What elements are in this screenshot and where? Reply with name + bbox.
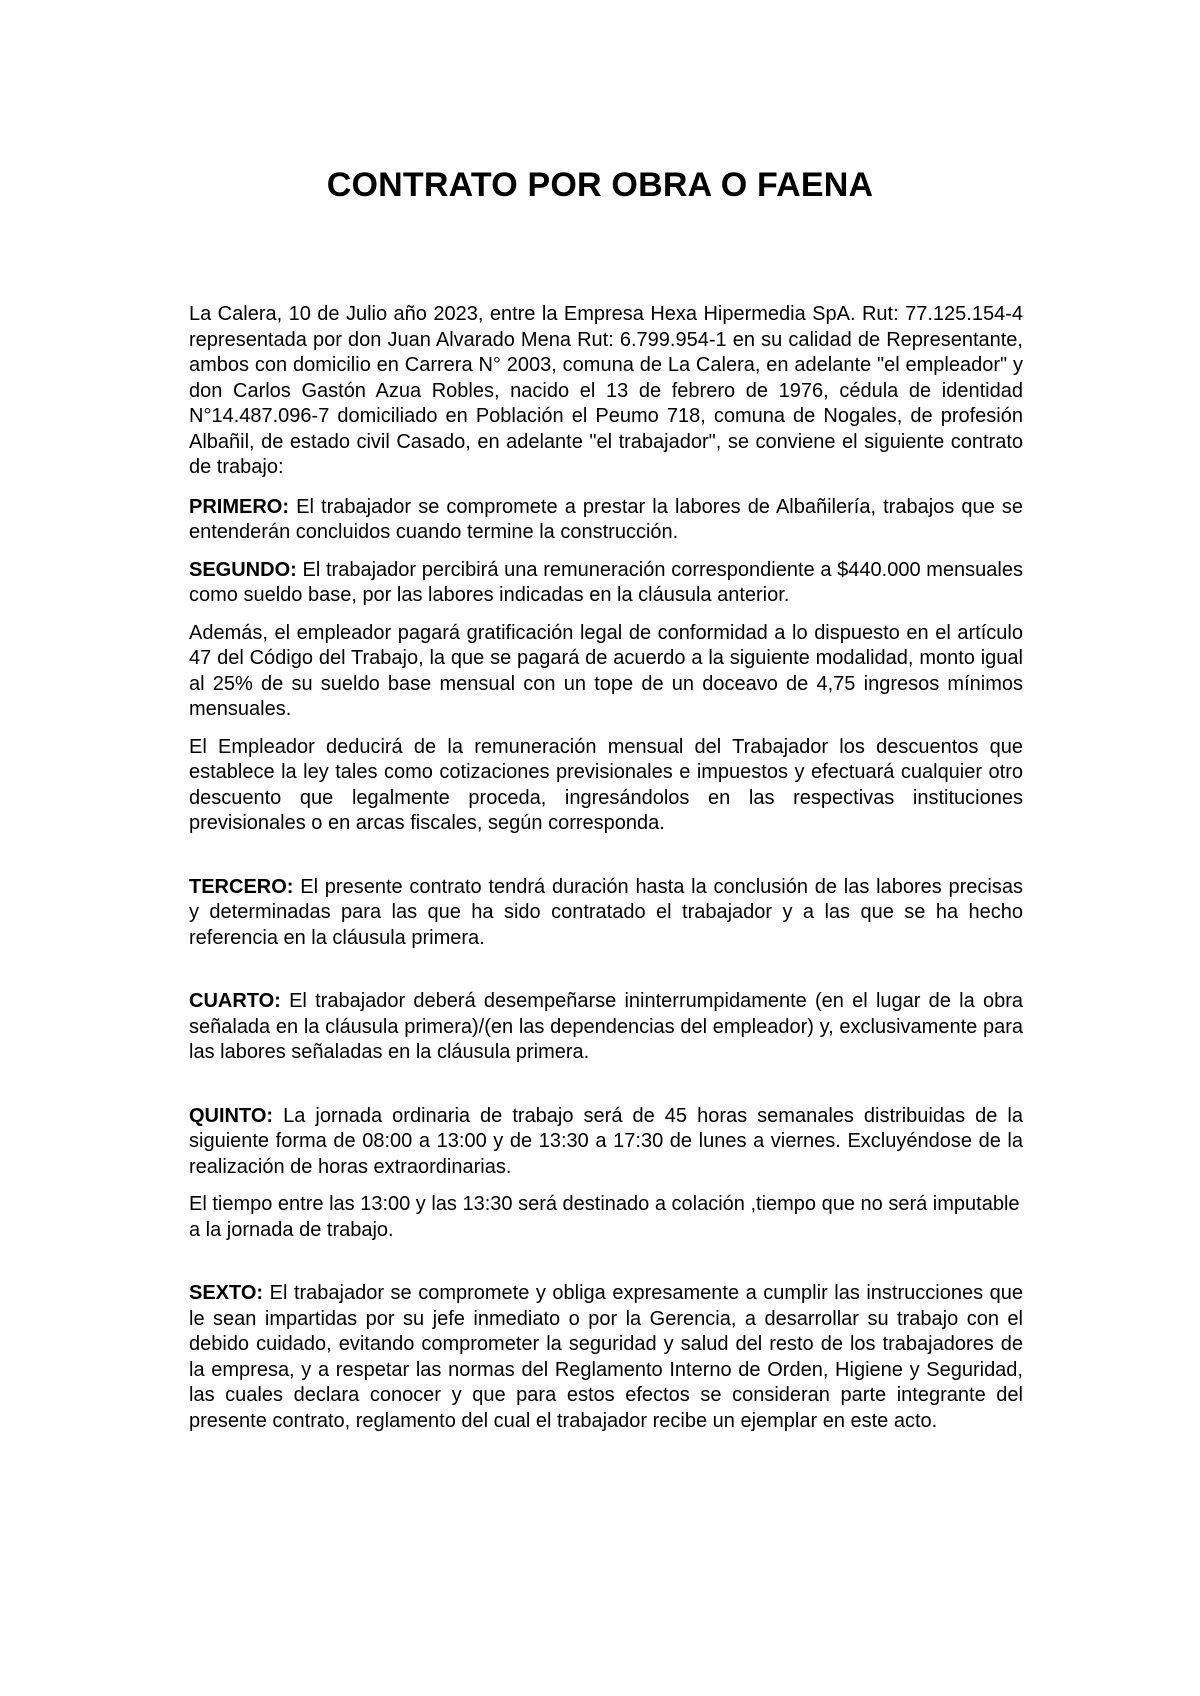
clause-quinto-colacion: El tiempo entre las 13:00 y las 13:30 será destinado a colación ,tiempo que no será imputable a la jornada de trabajo. bbox=[189, 1193, 1020, 1241]
intro-paragraph: La Calera, 10 de Julio año 2023, entre la Empresa Hexa Hipermedia SpA. Rut: 77.125.154-4 representada por don Juan Alvarado Mena Rut: 6.799.954-1 en su calidad de Representante, ambos con domicilio en Carrera N° 2003, comuna de La Calera, en adelante "el empleador" y don Carlos Gastón Azua Robles, nacido el 13 de febrero de 1976, cédula de identidad N°14.487.096-7 domiciliado en Población el Peumo 718, comuna de Nogales, de profesión Albañil, de estado civil Casado, en adelante "el trabajador", se conviene el siguiente contrato de trabajo: bbox=[189, 303, 1023, 478]
clause-primero bbox=[189, 495, 1023, 546]
clause-tercero bbox=[189, 875, 1023, 952]
clause-primero-label: PRIMERO: bbox=[189, 495, 289, 518]
document-body bbox=[189, 302, 1023, 1434]
clause-cuarto-text: El trabajador deberá desempeñarse ininterrumpidamente (en el lugar de la obra señalada en la cláusula primera)/(en las dependencias del empleador) y, exclusivamente para las labores señaladas en la cláusula primera. bbox=[189, 990, 1023, 1063]
clause-cuarto bbox=[189, 989, 1023, 1066]
clause-sexto bbox=[189, 1281, 1023, 1434]
clause-segundo-text: El trabajador percibirá una remuneración correspondiente a $440.000 mensuales como sueldo base, por las labores indicadas en la cláusula anterior. bbox=[189, 558, 1023, 606]
clause-primero-text: El trabajador se compromete a prestar la labores de Albañilería, trabajos que se entenderán concluidos cuando termine la construcción. bbox=[189, 495, 1023, 543]
clause-tercero-text: El presente contrato tendrá duración hasta la conclusión de las labores precisas y determinadas para las que ha sido contratado el trabajador y a las que se ha hecho referencia en la cláusula primera. bbox=[189, 875, 1023, 949]
clause-tercero-label: TERCERO: bbox=[189, 875, 294, 898]
document-title: CONTRATO POR OBRA O FAENA bbox=[326, 166, 874, 204]
clause-sexto-text: El trabajador se compromete y obliga expresamente a cumplir las instrucciones que le sean impartidas por su jefe inmediato o por la Gerencia, a desarrollar su trabajo con el debido cuidado, evitando comprometer la seguridad y salud del resto de los trabajadores de la empresa, y a respetar las normas del Reglamento Interno de Orden, Higiene y Seguridad, las cuales declara conocer y que para estos efectos se consideran parte integrante del presente contrato, reglamento del cual el trabajador recibe un ejemplar en este acto. bbox=[189, 1282, 1023, 1432]
clause-quinto-label: QUINTO: bbox=[189, 1104, 274, 1127]
clause-cuarto-label: CUARTO: bbox=[189, 990, 281, 1012]
clause-segundo-gratificacion: Además, el empleador pagará gratificación legal de conformidad a lo dispuesto en el artículo 47 del Código del Trabajo, la que se pagará de acuerdo a la siguiente modalidad, monto igual al 25% de su sueldo base mensual con un tope de un doceavo de 4,75 ingresos mínimos mensuales. bbox=[189, 621, 1023, 720]
clause-segundo-label: SEGUNDO: bbox=[189, 558, 297, 581]
clause-segundo bbox=[189, 558, 1023, 609]
clause-quinto-text: La jornada ordinaria de trabajo será de 45 horas semanales distribuidas de la siguiente forma de 08:00 a 13:00 y de 13:30 a 17:30 de lunes a viernes. Excluyéndose de la realización de horas extraordinarias. bbox=[189, 1104, 1023, 1178]
clause-quinto bbox=[189, 1104, 1023, 1181]
clause-sexto-label: SEXTO: bbox=[189, 1282, 264, 1304]
clause-segundo-descuentos: El Empleador deducirá de la remuneración mensual del Trabajador los descuentos que establece la ley tales como cotizaciones previsionales e impuestos y efectuará cualquier otro descuento que legalmente proceda, ingresándolos en las respectivas instituciones previsionales o en arcas fiscales, según corresponda. bbox=[189, 735, 1023, 834]
